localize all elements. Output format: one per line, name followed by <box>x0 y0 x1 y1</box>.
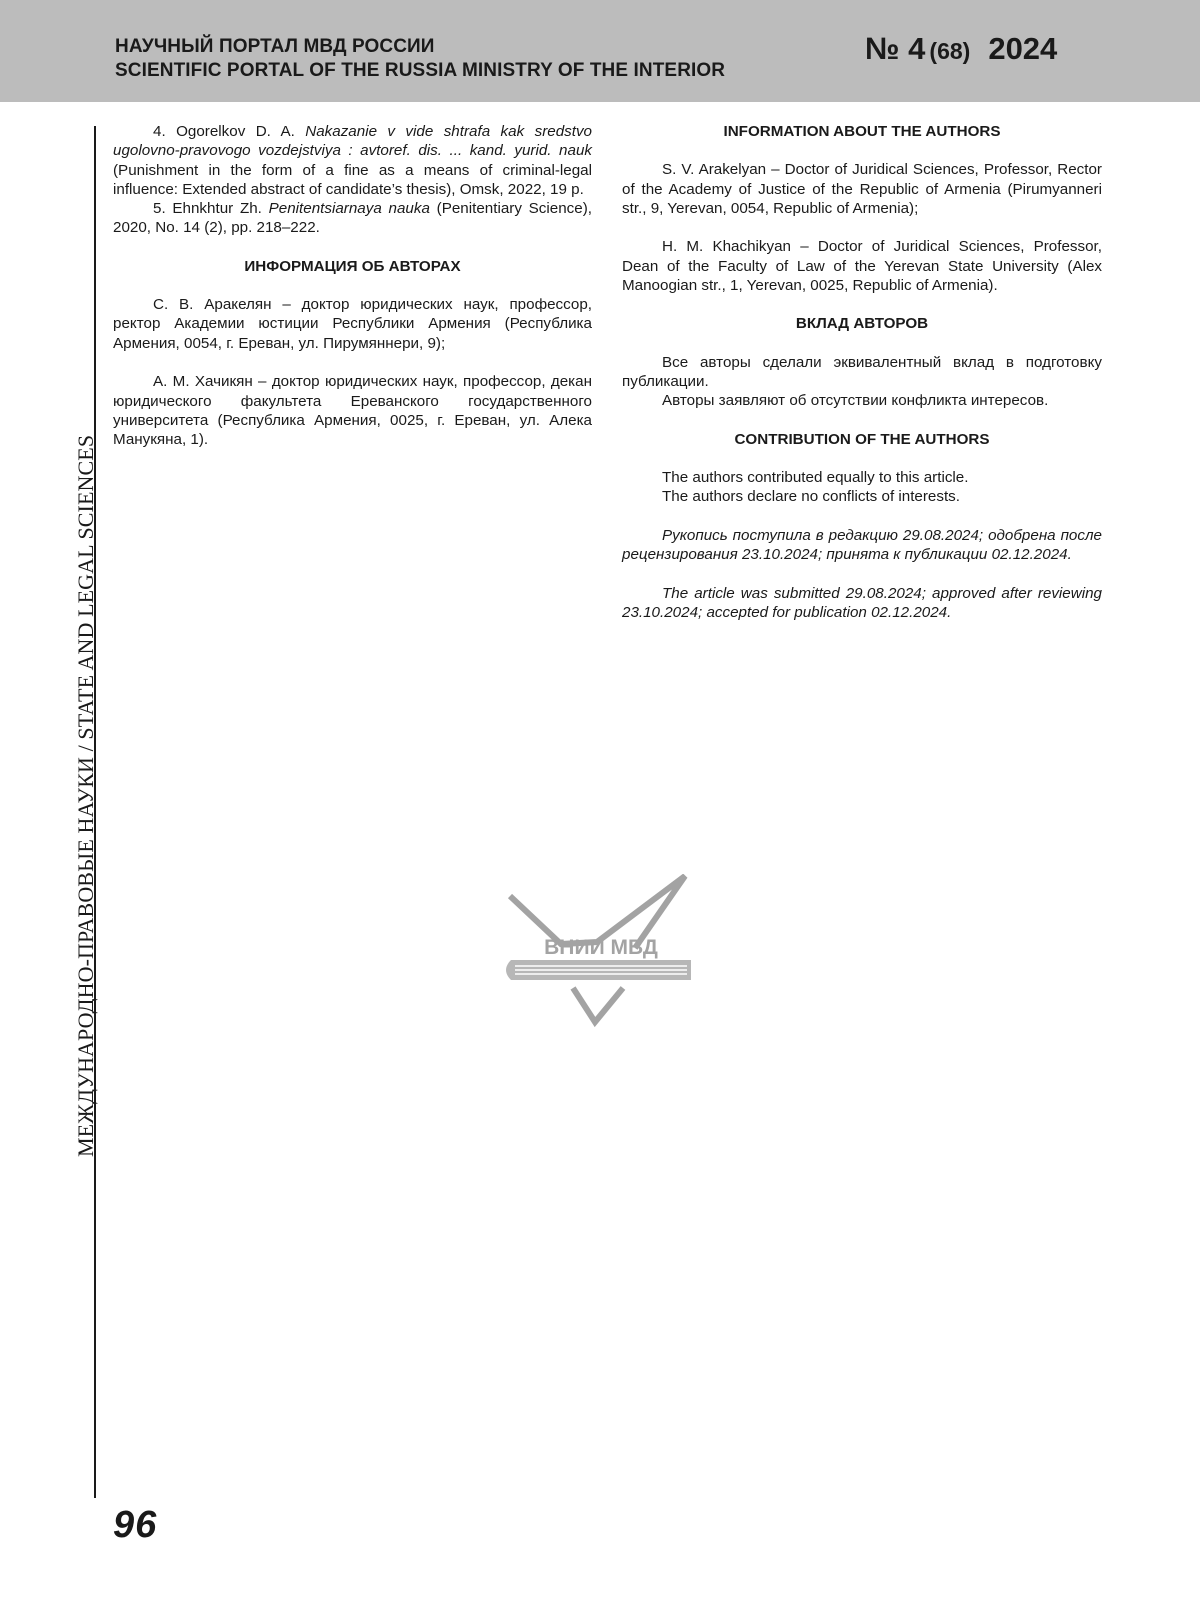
contribution-heading-en: CONTRIBUTION OF THE AUTHORS <box>734 430 990 448</box>
journal-title-ru: НАУЧНЫЙ ПОРТАЛ МВД РОССИИ <box>115 36 435 57</box>
reference-item: 4. Ogorelkov D. A. Nakazanie v vide shtrafa kak sredstvo ugolovno-pravovogo vozdejstviya : avtoref. dis. ... kand. yurid. nauk (Punishment in the form of a fine as a means of criminal-legal influence: Extended abstract of candidate’s thesis), Omsk, 2022, 19 p. <box>113 123 592 198</box>
journal-title-en: SCIENTIFIC PORTAL OF THE RUSSIA MINISTRY OF THE INTERIOR <box>115 60 726 81</box>
page-number: 96 <box>113 1504 158 1546</box>
author-info-en: S. V. Arakelyan – Doctor of Juridical Sciences, Professor, Rector of the Academy of Justice of the Republic of Armenia (Pirumyanneri str., 9, Yerevan, 0054, Republic of Armenia); <box>622 161 1102 217</box>
issue-info <box>865 31 1057 67</box>
issue-number: № 4 <box>865 31 926 66</box>
section-side-title: МЕЖДУНАРОДНО-ПРАВОВЫЕ НАУКИ / STATE AND LEGAL SCIENCES <box>73 434 98 1157</box>
authors-heading-en: INFORMATION ABOUT THE AUTHORS <box>723 123 1001 140</box>
issue-year: 2024 <box>988 31 1058 66</box>
contribution-line-en: The authors declare no conflicts of interests. <box>662 488 960 506</box>
author-info-ru: А. М. Хачикян – доктор юридических наук, профессор, декан юридического факультета Ереванского государственного университета (Республика Армения, 0025, г. Ереван, ул. Алека Манукяна, 1). <box>113 373 592 449</box>
journal-header <box>0 0 1200 102</box>
submission-dates-en: The article was submitted 29.08.2024; approved after reviewing 23.10.2024; accepted for publication 02.12.2024. <box>622 584 1102 621</box>
left-column <box>113 122 592 449</box>
vnii-mvd-logo-icon <box>505 874 705 1038</box>
author-info-ru: С. В. Аракелян – доктор юридических наук, профессор, ректор Академии юстиции Республики Армения (Республика Армения, 0054, г. Ереван, ул. Пирумяннери, 9); <box>113 296 592 352</box>
reference-item: 5. Ehnkhtur Zh. Penitentsiarnaya nauka (Penitentiary Science), 2020, No. 14 (2), pp. 218–222. <box>113 200 592 237</box>
contribution-line-en: The authors contributed equally to this article. <box>662 468 969 486</box>
contribution-line-ru: Авторы заявляют об отсутствии конфликта интересов. <box>662 392 1049 410</box>
issue-total: (68) <box>929 38 971 64</box>
contribution-heading-ru: ВКЛАД АВТОРОВ <box>795 315 929 333</box>
authors-heading-ru: ИНФОРМАЦИЯ ОБ АВТОРАХ <box>244 257 461 275</box>
contribution-line-ru: Все авторы сделали эквивалентный вклад в подготовку публикации. <box>622 353 1102 390</box>
author-info-en: H. M. Khachikyan – Doctor of Juridical Sciences, Professor, Dean of the Faculty of Law of the Yerevan State University (Alex Manoogian str., 1, Yerevan, 0025, Republic of Armenia). <box>622 238 1102 295</box>
right-column <box>622 122 1102 622</box>
submission-dates-ru: Рукопись поступила в редакцию 29.08.2024; одобрена после рецензирования 23.10.2024; принята к публикации 02.12.2024. <box>622 526 1102 564</box>
svg-text:ВНИИ МВД: ВНИИ МВД <box>544 936 658 959</box>
